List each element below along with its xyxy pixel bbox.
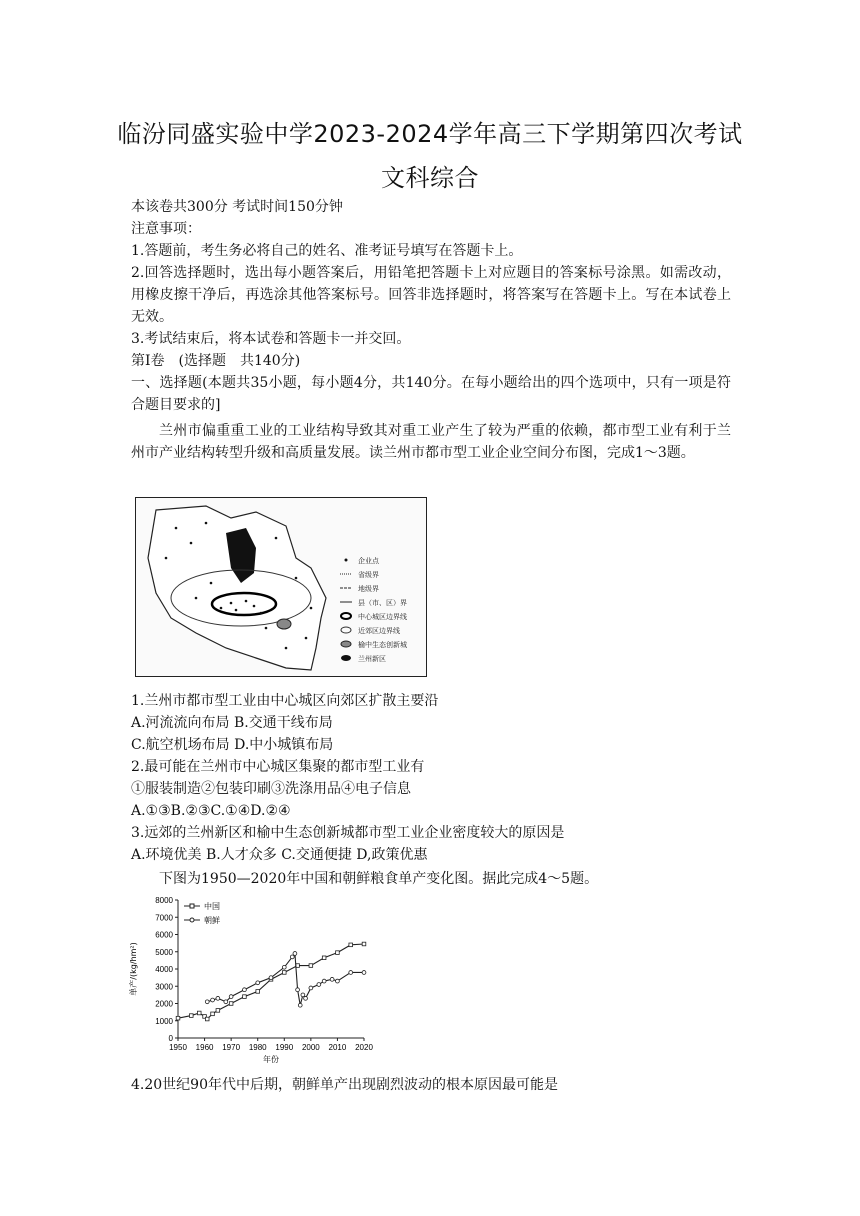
- data-point: [362, 942, 366, 946]
- legend-province: 省级界: [358, 571, 379, 579]
- question-1-options-cd: C.航空机场布局 D.中小城镇布局: [131, 737, 334, 753]
- data-point: [189, 1014, 193, 1018]
- notice-2: 2.回答选择题时，选出每小题答案后，用铅笔把答题卡上对应题目的答案标号涂黑。如需改动，用橡皮擦干净后，再选涂其他答案标号。回答非选择题时，将答案写在答题卡上。写在本试卷上无效。: [131, 265, 731, 325]
- data-point: [336, 951, 340, 955]
- data-point: [243, 988, 247, 992]
- data-point: [224, 1000, 228, 1004]
- choice-instruction: 一、选择题(本题共35小题，每小题4分，共140分。在每小题给出的四个选项中，只有一项是符合题目要求的]: [131, 375, 731, 413]
- exam-title: 临汾同盛实验中学2023-2024学年高三下学期第四次考试: [117, 120, 743, 148]
- legend-marker-1: [190, 918, 194, 922]
- data-point: [298, 1003, 302, 1007]
- data-point: [330, 977, 334, 981]
- data-point: [293, 952, 297, 956]
- legend-label-0: 中国: [204, 902, 220, 911]
- legend-new-district: 兰州新区: [358, 655, 386, 663]
- legend-county: 县（市、区）界: [358, 599, 407, 607]
- x-tick-label: 2010: [328, 1043, 347, 1052]
- question-2: 2.最可能在兰州市中心城区集聚的都市型工业有: [131, 759, 425, 775]
- x-tick-label: 1970: [222, 1043, 241, 1052]
- data-point: [205, 1017, 209, 1021]
- data-point: [322, 956, 326, 960]
- legend-prefecture: 地级界: [358, 585, 379, 593]
- legend-central-city: 中心城区边界线: [358, 613, 407, 621]
- data-point: [301, 993, 305, 997]
- y-tick-label: 2000: [155, 999, 173, 1009]
- data-point: [211, 1012, 215, 1016]
- question-1: 1.兰州市都市型工业由中心城区向郊区扩散主要沿: [131, 693, 439, 709]
- data-point: [309, 964, 313, 968]
- x-tick-label: 1980: [248, 1043, 267, 1052]
- data-point: [211, 998, 215, 1002]
- data-point: [336, 979, 340, 983]
- data-point: [205, 1000, 209, 1004]
- lanzhou-map: [136, 498, 426, 676]
- y-tick-label: 6000: [155, 930, 173, 940]
- data-point: [362, 971, 366, 975]
- data-point: [290, 955, 294, 959]
- data-point: [296, 988, 300, 992]
- data-point: [197, 1011, 201, 1015]
- y-tick-label: 7000: [155, 913, 173, 923]
- data-point: [243, 995, 247, 999]
- data-point: [176, 1016, 180, 1020]
- notice-3: 3.考试结束后，将本试卷和答题卡一并交回。: [131, 331, 411, 347]
- x-tick-label: 2000: [301, 1043, 320, 1052]
- data-point: [349, 943, 353, 947]
- legend-enterprise: 企业点: [358, 557, 379, 565]
- data-point: [256, 990, 260, 994]
- data-point: [229, 995, 233, 999]
- y-tick-label: 4000: [155, 965, 173, 974]
- y-tick-label: 3000: [155, 982, 173, 992]
- data-point: [282, 971, 286, 975]
- x-tick-label: 1950: [169, 1043, 187, 1052]
- data-point: [282, 965, 286, 969]
- y-tick-label: 8000: [155, 896, 173, 905]
- x-tick-label: 1960: [195, 1043, 214, 1052]
- notice-1: 1.答题前，考生务必将自己的姓名、准考证号填写在答题卡上。: [131, 243, 523, 259]
- data-point: [216, 1009, 220, 1013]
- score-time: 本该卷共300分 考试时间150分钟: [131, 199, 343, 215]
- yuzhong-eco-city: [277, 619, 291, 629]
- notice-title: 注意事项：: [131, 221, 201, 237]
- legend-marker-0: [190, 904, 194, 908]
- grain-yield-chart: [122, 888, 382, 1066]
- question-2-items: ①服装制造②包装印刷③洗涤用品④电子信息: [131, 781, 411, 797]
- question-2-options: A.①③B.②③C.①④D.②④: [131, 803, 291, 819]
- question-1-options-ab: A.河流流向布局 B.交通干线布局: [131, 715, 333, 731]
- x-axis-title: 年份: [263, 1055, 279, 1064]
- passage-1: 兰州市偏重重工业的工业结构导致其对重工业产生了较为严重的依赖，都市型工业有利于兰州市产业结构转型升级和高质量发展。读兰州市都市型工业企业空间分布图，完成1～3题。: [131, 423, 731, 461]
- data-point: [216, 996, 220, 1000]
- y-axis-title: 单产/(kg/hm²): [129, 942, 138, 996]
- question-4: 4.20世纪90年代中后期，朝鲜单产出现剧烈波动的根本原因最可能是: [131, 1077, 558, 1093]
- data-point: [229, 1002, 233, 1006]
- section-heading: 第Ⅰ卷 (选择题 共140分): [131, 353, 301, 369]
- data-point: [269, 976, 273, 980]
- data-point: [317, 983, 321, 987]
- lanzhou-map-figure: [135, 497, 427, 677]
- data-point: [309, 986, 313, 990]
- question-3: 3.远郊的兰州新区和榆中生态创新城都市型工业企业密度较大的原因是: [131, 825, 565, 841]
- data-point: [256, 981, 260, 985]
- data-point: [304, 996, 308, 1000]
- legend-yuzhong: 榆中生态创新城: [358, 641, 407, 649]
- question-3-options: A.环境优美 B.人才众多 C.交通便捷 D,政策优惠: [131, 847, 428, 863]
- legend-suburb: 近郊区边界线: [358, 627, 400, 635]
- x-tick-label: 1990: [275, 1043, 294, 1052]
- passage-2: 下图为1950—2020年中国和朝鲜粮食单产变化图。据此完成4～5题。: [159, 871, 599, 887]
- y-tick-label: 1000: [155, 1016, 173, 1026]
- y-tick-label: 0: [168, 1034, 173, 1043]
- data-point: [349, 971, 353, 975]
- y-tick-label: 5000: [155, 947, 173, 957]
- x-tick-label: 2020: [355, 1043, 373, 1052]
- data-point: [322, 979, 326, 983]
- legend-label-1: 朝鲜: [204, 916, 220, 925]
- exam-subtitle: 文科综合: [381, 164, 479, 192]
